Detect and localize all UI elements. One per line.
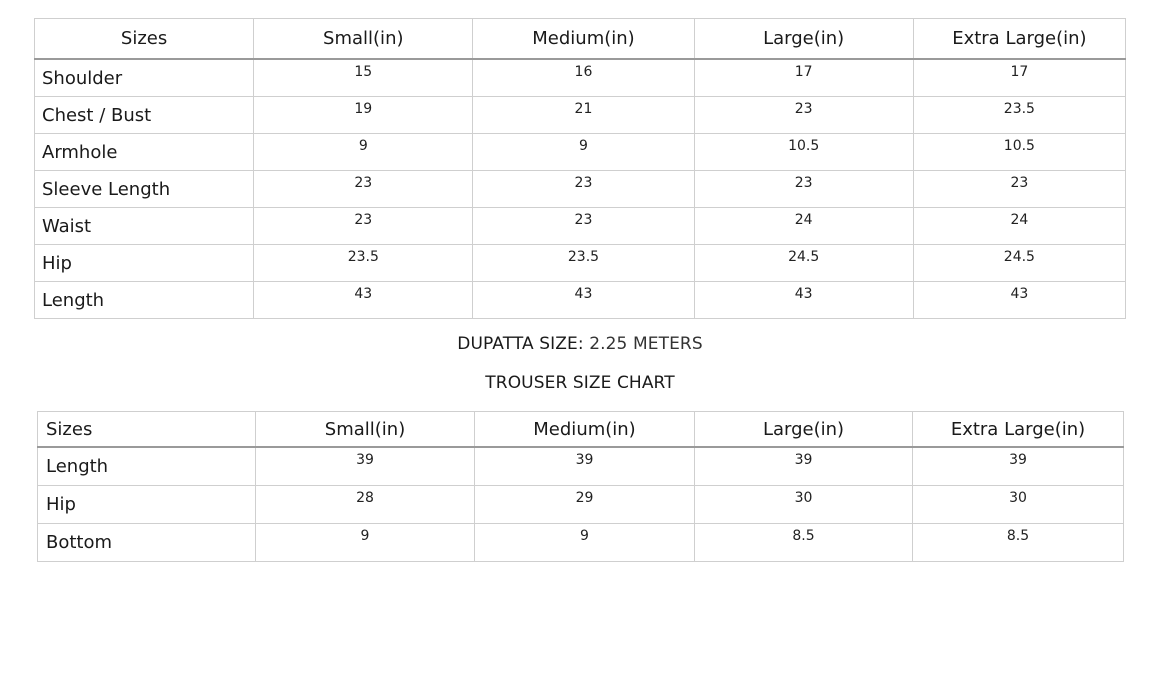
table-cell: 23 — [254, 171, 473, 208]
table-cell: 23 — [913, 171, 1125, 208]
dupatta-size-label: DUPATTA SIZE: — [457, 334, 584, 354]
table-cell: 10.5 — [913, 134, 1125, 171]
row-label: Chest / Bust — [35, 97, 254, 134]
trouser-size-table — [37, 411, 1124, 562]
table-cell: 28 — [256, 486, 475, 524]
table-row — [35, 59, 1126, 97]
table-row — [38, 447, 1124, 486]
table-cell: 17 — [913, 59, 1125, 97]
table-row — [38, 486, 1124, 524]
row-label: Armhole — [35, 134, 254, 171]
table-cell: 43 — [473, 282, 694, 319]
table-cell: 29 — [475, 486, 695, 524]
column-header: Large(in) — [695, 412, 913, 448]
trouser-size-chart-title: TROUSER SIZE CHART — [485, 373, 675, 393]
table-cell: 8.5 — [913, 524, 1124, 562]
table-cell: 16 — [473, 59, 694, 97]
table-row — [35, 208, 1126, 245]
table-cell: 39 — [256, 447, 475, 486]
column-header: Small(in) — [254, 19, 473, 60]
table-cell: 23.5 — [254, 245, 473, 282]
table-row — [38, 524, 1124, 562]
table-row — [35, 134, 1126, 171]
table-header-row — [35, 19, 1126, 60]
column-header: Sizes — [38, 412, 256, 448]
table-cell: 9 — [254, 134, 473, 171]
table-cell: 24 — [913, 208, 1125, 245]
dupatta-size-value: 2.25 METERS — [589, 334, 703, 354]
table-cell: 23 — [694, 171, 913, 208]
table-cell: 23 — [694, 97, 913, 134]
table-cell: 30 — [913, 486, 1124, 524]
table-cell: 39 — [913, 447, 1124, 486]
kurta-size-table — [34, 18, 1126, 319]
table-cell: 17 — [694, 59, 913, 97]
column-header: Large(in) — [694, 19, 913, 60]
column-header: Extra Large(in) — [913, 412, 1124, 448]
table-cell: 9 — [473, 134, 694, 171]
table-cell: 30 — [695, 486, 913, 524]
row-label: Shoulder — [35, 59, 254, 97]
dupatta-size-line — [0, 334, 1150, 354]
table-cell: 21 — [473, 97, 694, 134]
row-label: Length — [38, 447, 256, 486]
table-row — [35, 282, 1126, 319]
table-cell: 23 — [254, 208, 473, 245]
table-header-row — [38, 412, 1124, 448]
row-label: Hip — [38, 486, 256, 524]
table-cell: 23 — [473, 171, 694, 208]
column-header: Medium(in) — [475, 412, 695, 448]
row-label: Waist — [35, 208, 254, 245]
table-cell: 39 — [475, 447, 695, 486]
row-label: Hip — [35, 245, 254, 282]
column-header: Small(in) — [256, 412, 475, 448]
row-label: Length — [35, 282, 254, 319]
table-row — [35, 97, 1126, 134]
column-header: Extra Large(in) — [913, 19, 1125, 60]
column-header: Medium(in) — [473, 19, 694, 60]
table-cell: 43 — [913, 282, 1125, 319]
row-label: Sleeve Length — [35, 171, 254, 208]
table-row — [35, 245, 1126, 282]
table-cell: 24 — [694, 208, 913, 245]
column-header: Sizes — [35, 19, 254, 60]
table-cell: 43 — [254, 282, 473, 319]
table-cell: 24.5 — [694, 245, 913, 282]
table-row — [35, 171, 1126, 208]
table-cell: 43 — [694, 282, 913, 319]
table-cell: 39 — [695, 447, 913, 486]
table-cell: 23 — [473, 208, 694, 245]
table-cell: 15 — [254, 59, 473, 97]
table-cell: 10.5 — [694, 134, 913, 171]
table-cell: 9 — [256, 524, 475, 562]
table-cell: 19 — [254, 97, 473, 134]
table-cell: 23.5 — [473, 245, 694, 282]
table-cell: 8.5 — [695, 524, 913, 562]
row-label: Bottom — [38, 524, 256, 562]
table-cell: 23.5 — [913, 97, 1125, 134]
table-cell: 24.5 — [913, 245, 1125, 282]
table-cell: 9 — [475, 524, 695, 562]
